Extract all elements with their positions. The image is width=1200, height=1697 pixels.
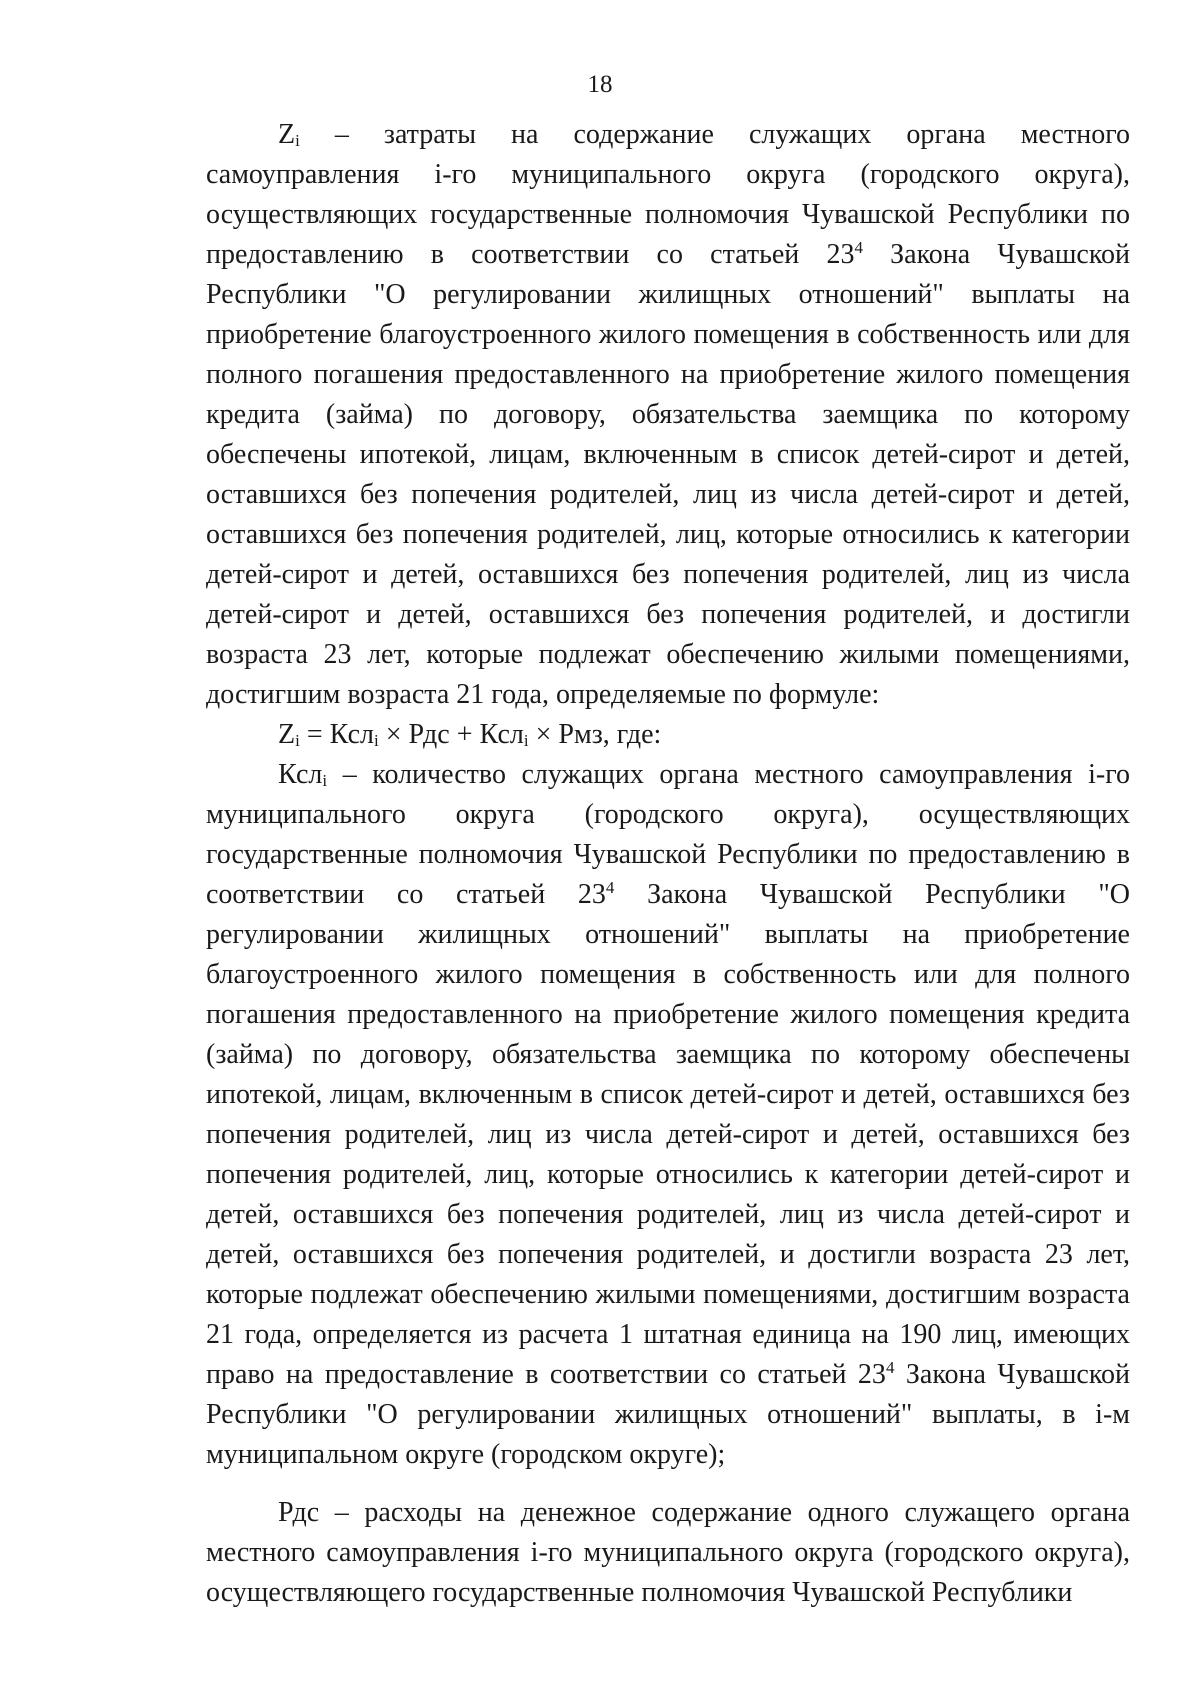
subscript-i: i — [322, 771, 328, 790]
paragraph-text-end: Закона Чувашской Республики "О регулировании жилищных отношений" выплаты, в i-м муниципальном округе (городском округе); — [206, 1359, 1130, 1470]
formula-z-subscript: i — [295, 731, 300, 750]
formula-tail: × Рмз, где: — [528, 719, 662, 750]
formula-ksl2-subscript: i — [523, 731, 529, 750]
subscript-i: i — [295, 131, 300, 150]
formula-ksl1-subscript: i — [374, 731, 379, 750]
paragraph-text: – количество служащих органа местного самоуправления i-го муниципального округа (городского округа), осуществляющих государственные полномочия Чувашской Республики по предоставлению в соответствии со статьей 23 — [206, 759, 1130, 910]
superscript-4: 4 — [605, 878, 615, 897]
superscript-4-second: 4 — [885, 1358, 895, 1377]
formula-mid: × Рдс + Ксл — [378, 719, 524, 750]
paragraph-rds-definition — [206, 1493, 1130, 1613]
paragraph-zi-definition — [206, 115, 1130, 715]
paragraph-text: – затраты на содержание служащих органа местного самоуправления i-го муниципального округа (городского округа), осуществляющих государственные полномочия Чувашской Республики по предоставлению в соответствии со статьей 23 — [206, 119, 1130, 270]
paragraph-text-continued: Закона Чувашской Республики "О регулировании жилищных отношений" выплаты на приобретение благоустроенного жилого помещения в собственность или для полного погашения предоставленного на приобретение жилого помещения кредита (займа) по договору, обязательства заемщика по которому обеспечены ипотекой, лицам, включенным в список детей-сирот и детей, оставшихся без попечения родителей, лиц из числа детей-сирот и детей, оставшихся без попечения родителей, лиц, которые относились к категории детей-сирот и детей, оставшихся без попечения родителей, лиц из числа детей-сирот и детей, оставшихся без попечения родителей, и достигли возраста 23 лет, которые подлежат обеспечению жилыми помещениями, достигшим возраста 21 года, определяемые по формуле: — [206, 239, 1130, 710]
formula-eq: = Ксл — [299, 719, 375, 750]
variable-ksl: Ксл — [278, 759, 323, 790]
page-number: 18 — [587, 71, 613, 98]
variable-z: Z — [278, 119, 296, 150]
formula-line — [206, 715, 1130, 755]
document-body — [206, 115, 1130, 1613]
superscript-4: 4 — [854, 238, 863, 257]
paragraph-text-continued: Закона Чувашской Республики "О регулировании жилищных отношений" выплаты на приобретение благоустроенного жилого помещения в собственность или для полного погашения предоставленного на приобретение жилого помещения кредита (займа) по договору, обязательства заемщика по которому обеспечены ипотекой, лицам, включенным в список детей-сирот и детей, оставшихся без попечения родителей, лиц из числа детей-сирот и детей, оставшихся без попечения родителей, лиц, которые относились к категории детей-сирот и детей, оставшихся без попечения родителей, лиц из числа детей-сирот и детей, оставшихся без попечения родителей, и достигли возраста 23 лет, которые подлежат обеспечению жилыми помещениями, достигшим возраста 21 года, определяется из расчета 1 штатная единица на 190 лиц, имеющих право на предоставление в соответствии со статьей 23 — [206, 879, 1131, 1390]
formula-z: Z — [278, 719, 296, 750]
paragraph-ksl-definition — [206, 755, 1130, 1475]
paragraph-text: Рдс – расходы на денежное содержание одного служащего органа местного самоуправления i-го муниципального округа (городского округа), осуществляющего государственные полномочия Чувашской Республики — [206, 1497, 1130, 1608]
